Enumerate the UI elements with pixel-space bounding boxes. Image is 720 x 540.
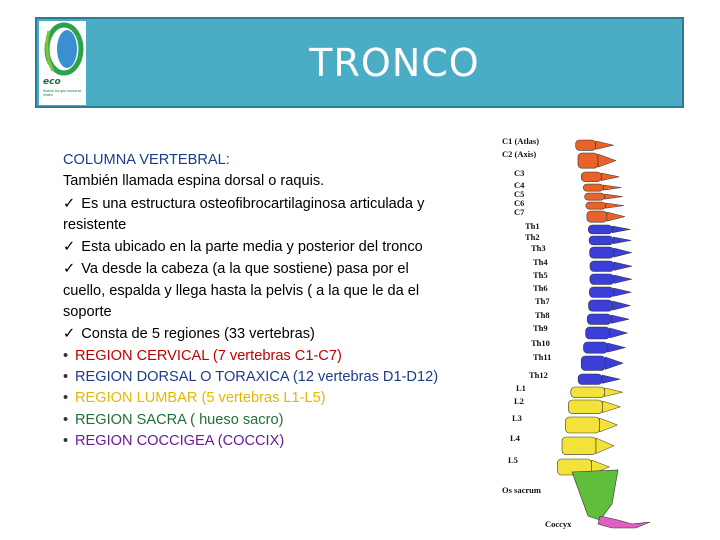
vertebra-label: Th8 — [535, 310, 550, 320]
vertebra-label: Th2 — [525, 232, 540, 242]
vertebra-thoracic — [587, 314, 611, 324]
bullet-icon: • — [63, 390, 69, 407]
spinous-process-thoracic — [614, 275, 632, 283]
spinous-process-cervical — [603, 185, 621, 190]
vertebra-label: C2 (Axis) — [502, 149, 537, 159]
logo — [39, 21, 86, 105]
vertebra-label: C7 — [514, 207, 525, 217]
logo-name: eco — [43, 77, 61, 87]
check-item-continuation: soporte — [63, 304, 112, 321]
region-item-cervical: • REGION CERVICAL (7 vertebras C1-C7) — [63, 346, 483, 367]
vertebra-lumbar — [562, 437, 596, 455]
page-title: TRONCO — [309, 41, 480, 85]
spinous-process-thoracic — [613, 301, 631, 310]
spinous-process-lumbar — [600, 418, 618, 432]
vertebra-label: C3 — [514, 168, 525, 178]
vertebra-cervical — [576, 140, 596, 150]
spinous-process-lumbar — [605, 388, 623, 396]
vertebra-label: C1 (Atlas) — [502, 136, 540, 146]
bullet-icon: • — [63, 368, 69, 385]
vertebra-label: L5 — [508, 455, 518, 465]
spinous-process-cervical — [605, 194, 623, 199]
spinous-process-thoracic — [614, 262, 632, 270]
vertebra-lumbar — [568, 400, 602, 414]
spinous-process-thoracic — [613, 237, 631, 244]
spinous-process-thoracic — [605, 357, 623, 369]
vertebra-thoracic — [581, 356, 605, 370]
vertebra-thoracic — [578, 374, 602, 384]
vertebra-label: C5 — [514, 189, 525, 199]
vertebra-label: C4 — [514, 180, 525, 190]
vertebra-cervical — [578, 153, 598, 168]
check-item-continuation: cuello, espalda y llega hasta la pelvis ( a la que le da el — [63, 282, 420, 299]
spinous-process-cervical — [607, 212, 625, 221]
vertebra-label: Th4 — [533, 257, 548, 267]
vertebra-thoracic — [589, 300, 613, 311]
vertebra-lumbar — [566, 417, 600, 433]
vertebra-label: Th10 — [531, 338, 550, 348]
spinous-process-cervical — [601, 173, 619, 181]
vertebra-lumbar — [571, 387, 605, 397]
sacrum-shape — [572, 470, 618, 520]
vertebra-cervical — [587, 211, 607, 222]
vertebra-label: Th9 — [533, 323, 548, 333]
vertebra-label: C6 — [514, 198, 525, 208]
spinous-process-lumbar — [602, 401, 620, 413]
vertebra-label: Os sacrum — [502, 485, 541, 495]
vertebra-label: L4 — [510, 433, 520, 443]
vertebra-label: L2 — [514, 396, 524, 406]
section-heading: COLUMNA VERTEBRAL: — [63, 152, 230, 168]
check-item: ✓ Va desde la cabeza (a la que sostiene) pasa por el — [63, 260, 409, 278]
coccyx-shape — [598, 516, 650, 528]
vertebra-label: Th5 — [533, 270, 548, 280]
vertebra-thoracic — [583, 342, 607, 353]
vertebra-label: Th6 — [533, 283, 548, 293]
bullet-icon: • — [63, 347, 69, 364]
vertebra-thoracic — [589, 287, 613, 297]
spinous-process-cervical — [598, 154, 616, 167]
title-bar — [35, 17, 684, 108]
vertebra-label: L3 — [512, 413, 522, 423]
checkmark-icon: ✓ — [63, 325, 76, 343]
vertebra-cervical — [581, 172, 601, 182]
intro-text: También llamada espina dorsal o raquis. — [63, 173, 325, 190]
checkmark-icon: ✓ — [63, 260, 76, 278]
check-item: ✓ Esta ubicado en la parte media y posterior del tronco — [63, 238, 423, 256]
vertebra-cervical — [585, 193, 605, 200]
vertebra-thoracic — [590, 274, 614, 284]
vertebra-label: Th1 — [525, 221, 540, 231]
spinous-process-cervical — [606, 203, 624, 208]
vertebra-thoracic — [590, 247, 614, 258]
logo-subtitle: Somos los que nunca se rinden — [43, 89, 82, 97]
region-item-coccigea: • REGION COCCIGEA (COCCIX) — [63, 431, 483, 452]
bullet-icon: • — [63, 411, 69, 428]
region-item-dorsal: • REGION DORSAL O TORAXICA (12 vertebras D1-D12) — [63, 367, 483, 388]
spinous-process-thoracic — [610, 328, 628, 338]
spinous-process-cervical — [596, 141, 614, 149]
spinous-process-lumbar — [596, 438, 614, 454]
vertebra-label: Th12 — [529, 370, 548, 380]
vertebra-thoracic — [590, 261, 614, 271]
vertebra-label: Coccyx — [545, 519, 572, 529]
vertebra-label: Th3 — [531, 243, 546, 253]
spinous-process-thoracic — [602, 375, 620, 383]
vertebra-thoracic — [588, 225, 612, 234]
check-item: ✓ Consta de 5 regiones (33 vertebras) — [63, 325, 315, 343]
spine-illustration — [500, 132, 670, 532]
spinous-process-thoracic — [614, 248, 632, 257]
region-item-sacra: • REGION SACRA ( hueso sacro) — [63, 410, 483, 431]
check-item-continuation: resistente — [63, 216, 127, 233]
checkmark-icon: ✓ — [63, 238, 76, 256]
region-item-lumbar: • REGION LUMBAR (5 vertebras L1-L5) — [63, 388, 483, 409]
vertebra-label: Th11 — [533, 352, 552, 362]
spinous-process-thoracic — [611, 315, 629, 323]
vertebra-thoracic — [589, 236, 613, 245]
spinous-process-thoracic — [607, 343, 625, 352]
spine-diagram — [500, 132, 670, 532]
vertebra-thoracic — [586, 327, 610, 339]
logo-swirl-icon — [39, 21, 86, 77]
vertebra-cervical — [586, 202, 606, 209]
spinous-process-thoracic — [613, 288, 631, 296]
body-text — [63, 150, 483, 452]
check-item: ✓ Es una estructura osteofibrocartilaginosa articulada y — [63, 194, 425, 212]
vertebra-label: L1 — [516, 383, 526, 393]
spinous-process-thoracic — [612, 226, 630, 233]
vertebra-cervical — [583, 184, 603, 191]
bullet-icon: • — [63, 432, 69, 449]
vertebra-label: Th7 — [535, 296, 550, 306]
checkmark-icon: ✓ — [63, 194, 76, 212]
